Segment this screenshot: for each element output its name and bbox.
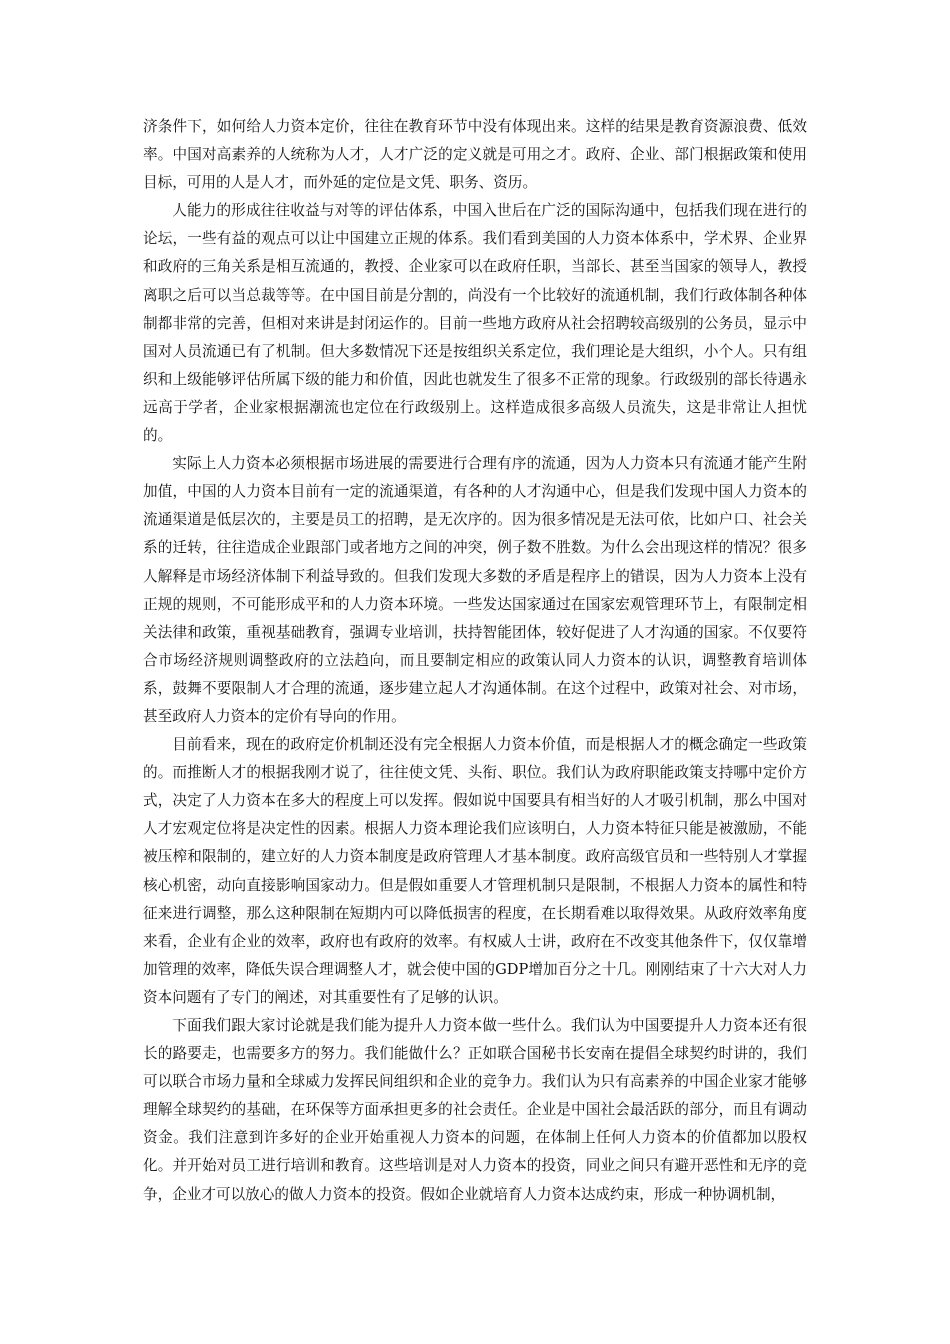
paragraph-enterprise-role: 下面我们跟大家讨论就是我们能为提升人力资本做一些什么。我们认为中国要提升人力资本还有很长的路要走，也需要多方的努力。我们能做什么？正如联合国秘书长安南在提倡全球契约时讲的，我们可以联合市场力量和全球威力发挥民间组织和企业的竞争力。我们认为只有高素养的中国企业家才能够理解全球契约的基础，在环保等方面承担更多的社会责任。企业是中国社会最活跃的部分，而且有调动资金。我们注意到许多好的企业开始重视人力资本的问题，在体制上任何人力资本的价值都加以股权化。并开始对员工进行培训和教育。这些培训是对人力资本的投资，同业之间只有避开恶性和无序的竞争，企业才可以放心的做人力资本的投资。假如企业就培育人力资本达成约束，形成一种协调机制， (143, 1017, 807, 1203)
paragraph-continuation: 济条件下，如何给人力资本定价，往往在教育环节中没有体现出来。这样的结果是教育资源浪费、低效率。中国对高素养的人统称为人才，人才广泛的定义就是可用之才。政府、企业、部门根据政策和使用目标，可用的人是人才，而外延的定位是文凭、职务、资历。 (143, 118, 807, 192)
paragraph-government-pricing: 目前看来，现在的政府定价机制还没有完全根据人力资本价值，而是根据人才的概念确定一些政策的。而推断人才的根据我刚才说了，往往使文凭、头衔、职位。我们认为政府职能政策支持哪中定价方式，决定了人力资本在多大的程度上可以发挥。假如说中国要具有相当好的人才吸引机制，那么中国对人才宏观定位将是决定性的因素。根据人力资本理论我们应该明白，人力资本特征只能是被激励，不能被压榨和限制的，建立好的人力资本制度是政府管理人才基本制度。政府高级官员和一些特别人才掌握核心机密，动向直接影响国家动力。但是假如重要人才管理机制只是限制，不根据人力资本的属性和特征来进行调整，那么这种限制在短期内可以降低损害的程度，在长期看难以取得效果。从政府效率角度来看，企业有企业的效率，政府也有政府的效率。有权威人士讲，政府在不改变其他条件下，仅仅靠增加管理的效率，降低失误合理调整人才，就会使中国的GDP增加百分之十几。刚刚结束了十六大对人力资本问题有了专门的阐述，对其重要性有了足够的认识。 (143, 736, 807, 1006)
paragraph-talent-flow: 实际上人力资本必须根据市场进展的需要进行合理有序的流通，因为人力资本只有流通才能产生附加值，中国的人力资本目前有一定的流通渠道，有各种的人才沟通中心，但是我们发现中国人力资本的流通渠道是低层次的，主要是员工的招聘，是无次序的。因为很多情况是无法可依，比如户口、社会关系的迁转，往往造成企业跟部门或者地方之间的冲突，例子数不胜数。为什么会出现这样的情况？很多人解释是市场经济体制下利益导致的。但我们发现大多数的矛盾是程序上的错误，因为人力资本上没有正规的规则，不可能形成平和的人力资本环境。一些发达国家通过在国家宏观管理环节上，有限制定相关法律和政策，重视基础教育，强调专业培训，扶持智能团体，较好促进了人才沟通的国家。不仅要符合市场经济规则调整政府的立法趋向，而且要制定相应的政策认同人力资本的认识，调整教育培训体系，鼓舞不要限制人才合理的流通，逐步建立起人才沟通体制。在这个过程中，政策对社会、对市场，甚至政府人力资本的定价有导向的作用。 (143, 455, 807, 725)
document-body (143, 113, 807, 1209)
paragraph-talent-evaluation: 人能力的形成往往收益与对等的评估体系，中国入世后在广泛的国际沟通中，包括我们现在进行的论坛，一些有益的观点可以让中国建立正规的体系。我们看到美国的人力资本体系中，学术界、企业界和政府的三角关系是相互流通的，教授、企业家可以在政府任职，当部长、甚至当国家的领导人，教授离职之后可以当总裁等等。在中国目前是分割的，尚没有一个比较好的流通机制，我们行政体制各种体制都非常的完善，但相对来讲是封闭运作的。目前一些地方政府从社会招聘较高级别的公务员，显示中国对人员流通已有了机制。但大多数情况下还是按组织关系定位，我们理论是大组织，小个人。只有组织和上级能够评估所属下级的能力和价值，因此也就发生了很多不正常的现象。行政级别的部长待遇永远高于学者，企业家根据潮流也定位在行政级别上。这样造成很多高级人员流失，这是非常让人担忧的。 (143, 202, 807, 445)
